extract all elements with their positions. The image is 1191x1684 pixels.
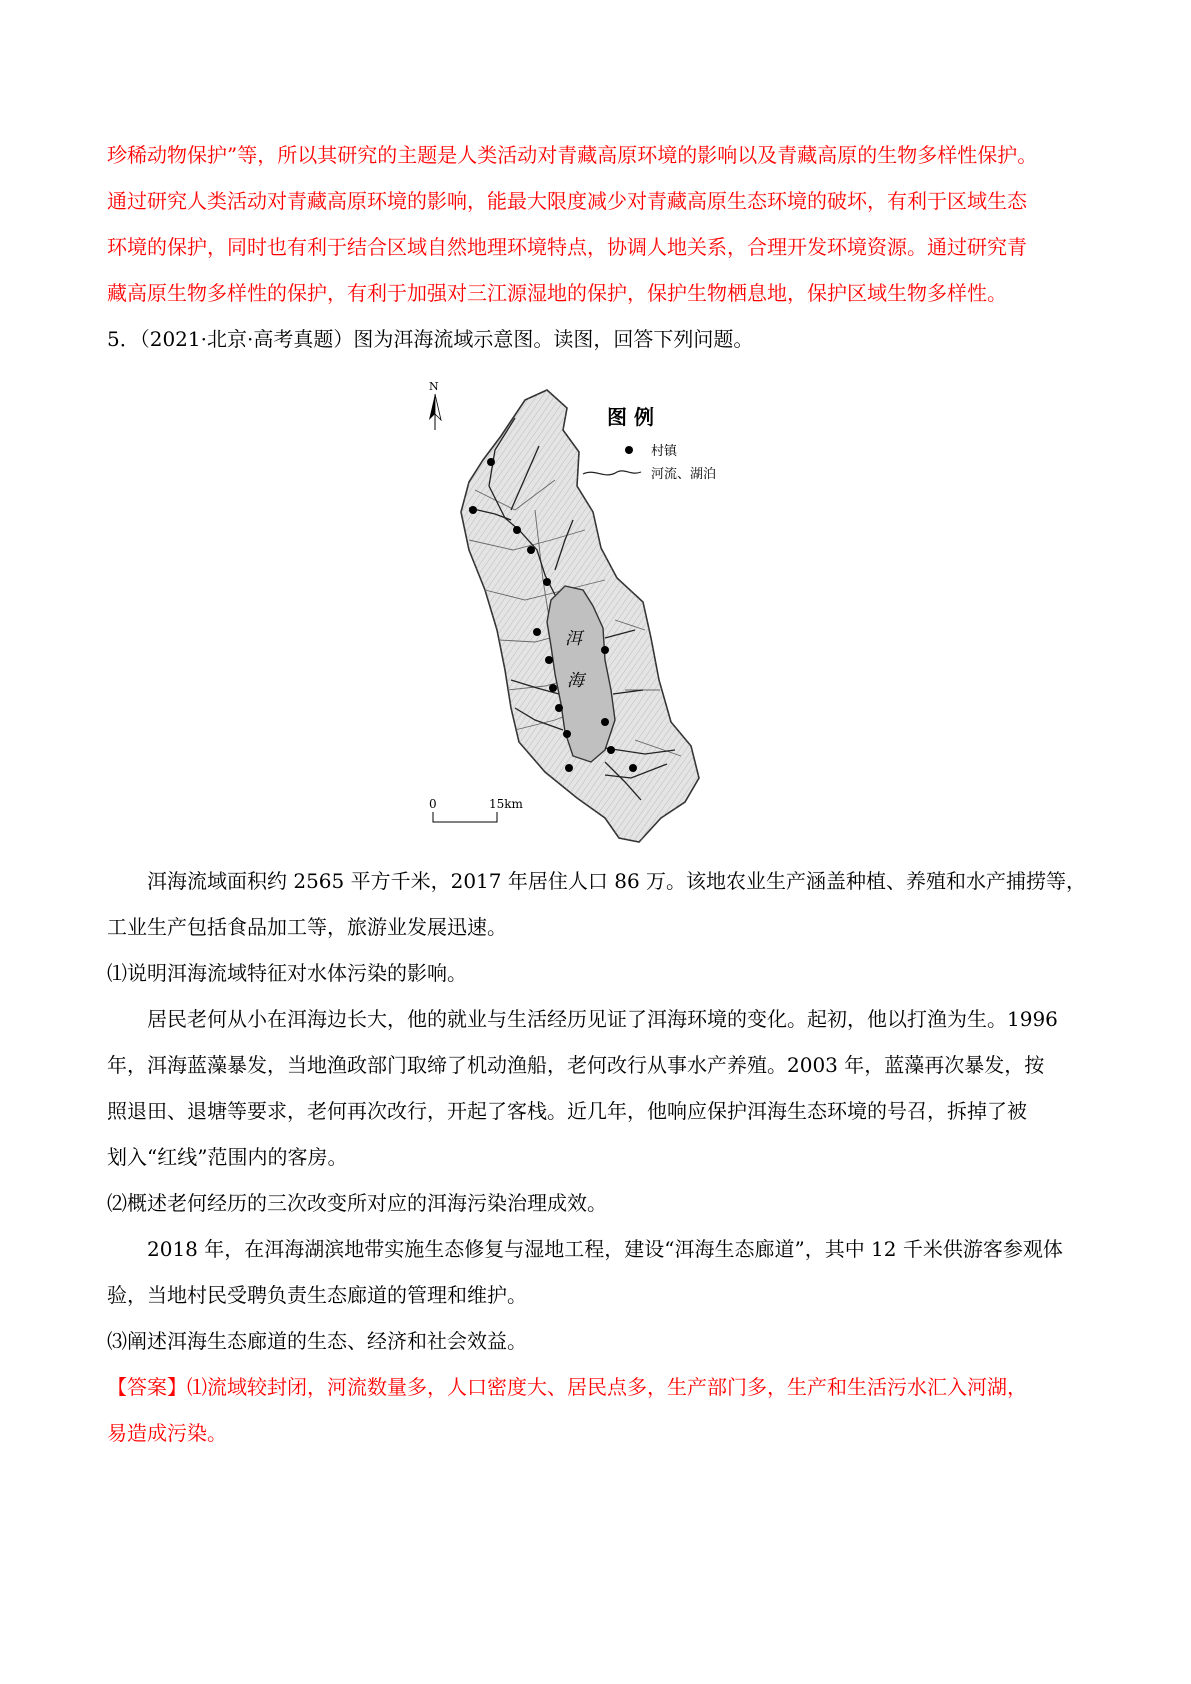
legend-river-label: 河流、湖泊 bbox=[651, 467, 717, 482]
answer-line-2: 易造成污染。 bbox=[107, 1421, 227, 1445]
story-line-2: 年，洱海蓝藻暴发，当地渔政部门取缔了机动渔船，老何改行从事水产养殖。2003 年，蓝藻再次暴发，按 bbox=[107, 1053, 1045, 1077]
intro-line-1: 洱海流域面积约 2565 平方千米，2017 年居住人口 86 万。该地农业生产涵盖种植、养殖和水产捕捞等， bbox=[147, 869, 1087, 893]
answer-prev-line-2: 通过研究人类活动对青藏高原环境的影响，能最大限度减少对青藏高原生态环境的破坏，有利于区域生态 bbox=[107, 189, 1027, 213]
legend-town-label: 村镇 bbox=[651, 444, 678, 459]
answer-prev-line-4: 藏高原生物多样性的保护，有利于加强对三江源湿地的保护，保护生物栖息地，保护区域生物多样性。 bbox=[107, 281, 1007, 305]
scale-bar bbox=[433, 812, 497, 822]
lake-label-1: 洱 bbox=[565, 629, 582, 649]
question-title: 5．（2021·北京·高考真题）图为洱海流域示意图。读图，回答下列问题。 bbox=[107, 327, 754, 351]
north-arrow-icon bbox=[429, 394, 441, 430]
scale-zero-label: 0 bbox=[429, 797, 437, 811]
story-line-3: 照退田、退塘等要求，老何再次改行，开起了客栈。近几年，他响应保护洱海生态环境的号召，拆掉了被 bbox=[107, 1099, 1027, 1123]
subquestion-1: ⑴说明洱海流域特征对水体污染的影响。 bbox=[107, 961, 467, 985]
story-line-4: 划入“红线”范围内的客房。 bbox=[107, 1145, 348, 1169]
answer-line-1 bbox=[107, 1364, 1087, 1410]
subquestion-3: ⑶阐述洱海生态廊道的生态、经济和社会效益。 bbox=[107, 1329, 527, 1353]
north-label: N bbox=[429, 380, 439, 393]
answer-prev-line-3: 环境的保护，同时也有利于结合区域自然地理环境特点，协调人地关系，合理开发环境资源。通过研究青 bbox=[107, 235, 1027, 259]
scale-end-label: 15km bbox=[489, 797, 523, 811]
legend-town-icon bbox=[625, 446, 633, 454]
legend-title: 图 例 bbox=[607, 405, 654, 429]
subquestion-2: ⑵概述老何经历的三次改变所对应的洱海污染治理成效。 bbox=[107, 1191, 607, 1215]
answer-tag: 【答案】 bbox=[107, 1375, 187, 1399]
answer-1-text: ⑴流域较封闭，河流数量多，人口密度大、居民点多，生产部门多，生产和生活污水汇入河湖， bbox=[187, 1375, 1027, 1399]
legend-river-icon bbox=[583, 471, 641, 475]
corridor-line-2: 验，当地村民受聘负责生态廊道的管理和维护。 bbox=[107, 1283, 527, 1307]
lake-label-2: 海 bbox=[567, 671, 584, 691]
answer-prev-line-1: 珍稀动物保护”等，所以其研究的主题是人类活动对青藏高原环境的影响以及青藏高原的生物多样性保护。 bbox=[107, 143, 1038, 167]
erhai-basin-map bbox=[429, 380, 785, 900]
story-line-1: 居民老何从小在洱海边长大，他的就业与生活经历见证了洱海环境的变化。起初，他以打渔为生。1996 bbox=[147, 1007, 1058, 1031]
corridor-line-1: 2018 年，在洱海湖滨地带实施生态修复与湿地工程，建设“洱海生态廊道”，其中 12 千米供游客参观体 bbox=[147, 1237, 1063, 1261]
intro-line-2: 工业生产包括食品加工等，旅游业发展迅速。 bbox=[107, 915, 507, 939]
